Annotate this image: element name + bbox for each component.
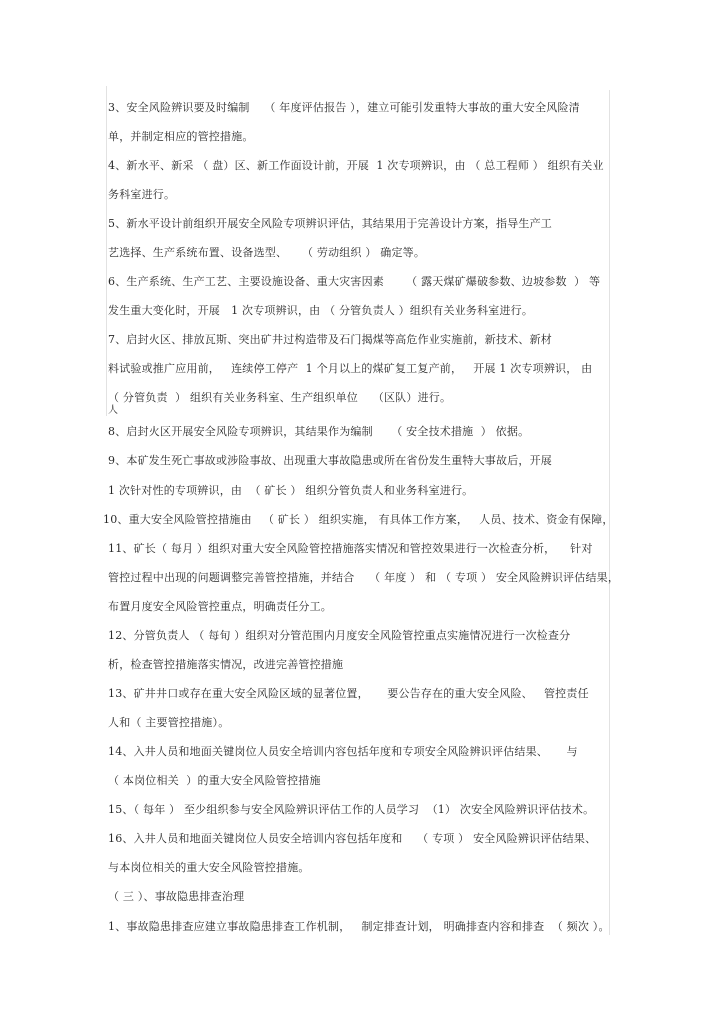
text-line-4: 务科室进行。	[108, 188, 176, 201]
left-margin-rule	[106, 86, 107, 416]
text-line-2: 单，并制定相应的管控措施。	[108, 130, 254, 143]
text-line-11b: 人	[108, 405, 119, 416]
text-line-12: 8、启封火区开展安全风险专项辨识，其结果作为编制 （ 安全技术措施 ） 依据。	[108, 425, 530, 438]
text-line-22: 人和（ 主要管控措施）。	[108, 716, 230, 729]
text-line-3: 4、新水平、新采 （ 盘）区、新工作面设计前，开展 1 次专项辨识，由 （ 总工程师 ） 组织有关业	[108, 159, 604, 172]
text-line-10: 料试验或推广应用前， 连续停工停产 1 个月以上的煤矿复工复产前， 开展 1 次专项辨识， 由	[108, 362, 593, 375]
text-line-27: 与本岗位相关的重大安全风险管控措施。	[108, 861, 310, 874]
text-line-26: 16、入井人员和地面关键岗位人员安全培训内容包括年度和 （ 专项 ） 安全风险辨识评估结果、	[108, 832, 597, 845]
text-line-25: 15、（ 每年 ） 至少组织参与安全风险辨识评估工作的人员学习 （1） 次安全风险辨识评估技术。	[108, 803, 595, 816]
text-line-1: 3、安全风险辨识要及时编制 （ 年度评估报告 ），建立可能引发重特大事故的重大安全风险清	[108, 101, 580, 114]
text-line-17: 管控过程中出现的问题调整完善管控措施，并结合 （ 年度 ） 和 （ 专项 ） 安全风险辨识评估结果，	[108, 571, 620, 584]
text-line-16: 11、矿长（ 每月 ）组织对重大安全风险管控措施落实情况和管控效果进行一次检查分析， 针对	[108, 542, 593, 555]
text-line-14: 1 次针对性的专项辨识，由 （ 矿长 ） 组织分管负责人和业务科室进行。	[108, 484, 474, 497]
text-line-18: 布置月度安全风险管控重点，明确责任分工。	[108, 600, 332, 613]
text-line-9: 7、启封火区、排放瓦斯、突出矿井过构造带及石门揭煤等高危作业实施前，新技术、新材	[108, 333, 552, 346]
text-line-13: 9、本矿发生死亡事故或涉险事故、出现重大事故隐患或所在省份发生重特大事故后，开展	[108, 454, 552, 467]
text-line-24: （ 本岗位相关 ）的重大安全风险管控措施	[108, 774, 321, 787]
text-line-5: 5、新水平设计前组织开展安全风险专项辨识评估，其结果用于完善设计方案，指导生产工	[108, 217, 552, 230]
text-line-29: 1、事故隐患排查应建立事故隐患排查工作机制， 制定排查计划， 明确排查内容和排查 （ 频次 ）。	[108, 920, 610, 933]
text-line-7: 6、生产系统、生产工艺、主要设施设备、重大灾害因素 （ 露天煤矿爆破参数、边坡参数 ） 等	[108, 275, 601, 288]
text-line-21: 13、矿井井口或存在重大安全风险区域的显著位置， 要公告存在的重大安全风险、 管控责任	[108, 687, 589, 700]
text-line-15: 10、重大安全风险管控措施由 （ 矿长 ） 组织实施， 有具体工作方案， 人员、技术、资金有保障，	[103, 513, 614, 526]
section-heading: （ 三 ）、事故隐患排查治理	[108, 890, 245, 903]
text-line-6: 艺选择、生产系统布置、设备选型、 （ 劳动组织 ） 确定等。	[108, 246, 426, 259]
text-line-19: 12、分管负责人 （ 每旬 ）组织对分管范围内月度安全风险管控重点实施情况进行一次检查分	[108, 629, 571, 642]
text-line-23: 14、入井人员和地面关键岗位人员安全培训内容包括年度和专项安全风险辨识评估结果、 与	[108, 745, 578, 758]
text-line-8: 发生重大变化时，开展 1 次专项辨识，由 （ 分管负责人 ）组织有关业务科室进行。	[108, 304, 534, 317]
text-line-20: 析，检查管控措施落实情况，改进完善管控措施	[108, 658, 344, 671]
text-line-11: （ 分管负责 ） 组织有关业务科室、生产组织单位 （区队）进行。	[108, 391, 452, 404]
